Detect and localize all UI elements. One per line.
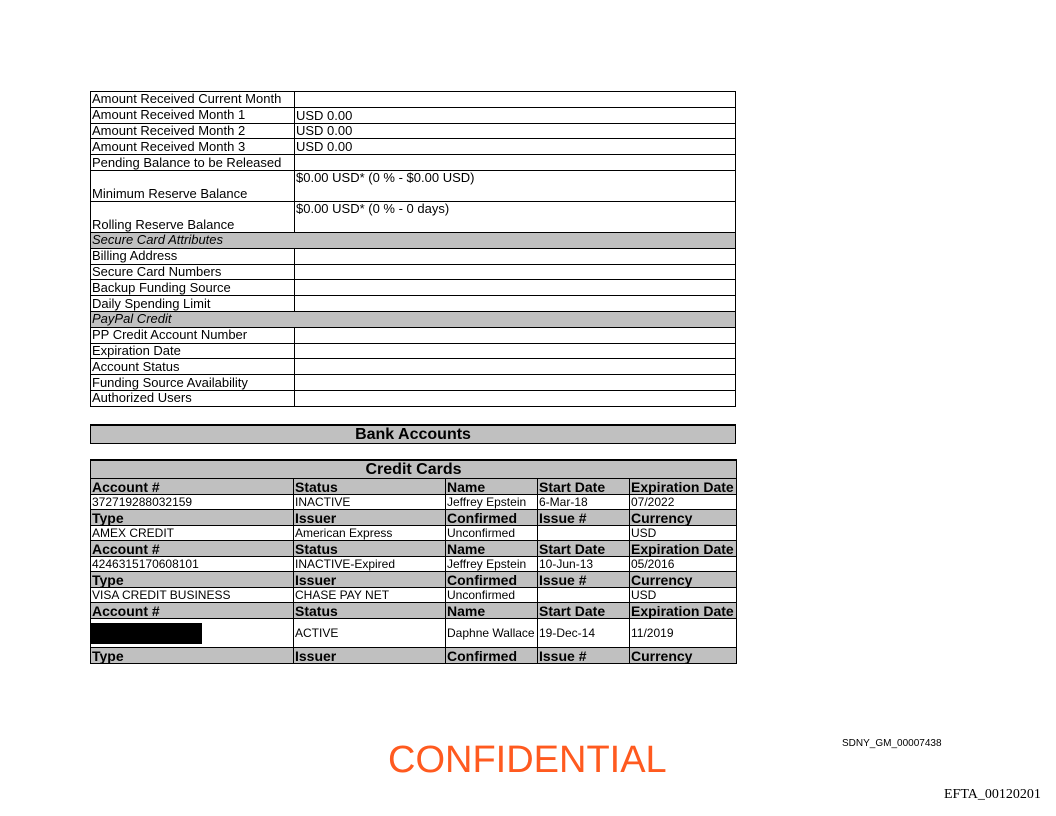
column-header: Start Date [538,479,630,495]
detail-label: Billing Address [91,248,295,264]
detail-value [295,375,736,391]
cell-status: ACTIVE [294,619,446,648]
column-header: Name [446,479,538,495]
column-header: Account # [91,541,294,557]
detail-label: Account Status [91,359,295,375]
efta-number: EFTA_00120201 [944,787,1041,802]
detail-value: USD 0.00 [295,107,736,123]
bates-number: SDNY_GM_00007438 [842,738,942,749]
column-header: Currency [630,510,737,526]
detail-value [295,280,736,296]
cell-currency: USD [630,588,737,603]
detail-row [91,170,736,201]
column-header-row [91,541,737,557]
cell-status: INACTIVE [294,495,446,510]
detail-value [295,248,736,264]
detail-label: Rolling Reserve Balance [91,201,295,232]
column-header: Issue # [538,648,630,664]
column-header: Issuer [294,572,446,588]
cell-issuer: CHASE PAY NET [294,588,446,603]
detail-label: Backup Funding Source [91,280,295,296]
detail-label: Authorized Users [91,390,295,406]
detail-label: Amount Received Month 2 [91,123,295,139]
cell-account: 4246315170608101 [91,557,294,572]
cell-account [91,619,294,648]
cell-expiration: 11/2019 [630,619,737,648]
cell-start: 19-Dec-14 [538,619,630,648]
column-header: Confirmed [446,648,538,664]
section-header-row [91,232,736,248]
detail-row [91,375,736,391]
cell-expiration: 07/2022 [630,495,737,510]
detail-row [91,139,736,155]
column-header: Confirmed [446,510,538,526]
detail-row [91,92,736,108]
detail-value [295,296,736,312]
detail-label: Funding Source Availability [91,375,295,391]
cell-issue [538,588,630,603]
detail-row [91,343,736,359]
cell-start: 10-Jun-13 [538,557,630,572]
column-header: Expiration Date [630,541,737,557]
column-header: Type [91,572,294,588]
detail-value [295,264,736,280]
detail-row [91,123,736,139]
redaction-block [91,623,202,644]
detail-row [91,390,736,406]
cell-confirmed: Unconfirmed [446,588,538,603]
detail-row [91,264,736,280]
detail-label: Amount Received Month 1 [91,107,295,123]
detail-label: Secure Card Numbers [91,264,295,280]
column-header: Account # [91,479,294,495]
column-header-row [91,510,737,526]
bank-accounts-header: Bank Accounts [90,424,736,444]
table-row [91,557,737,572]
cell-type: AMEX CREDIT [91,526,294,541]
column-header: Name [446,541,538,557]
detail-value [295,390,736,406]
detail-value [295,92,736,108]
account-details-table [90,91,736,407]
cell-issuer: American Express [294,526,446,541]
cell-issue [538,526,630,541]
detail-value: $0.00 USD* (0 % - 0 days) [295,201,736,232]
detail-label: PP Credit Account Number [91,327,295,343]
column-header: Status [294,541,446,557]
cell-account: 372719288032159 [91,495,294,510]
column-header: Type [91,648,294,664]
column-header: Start Date [538,603,630,619]
column-header: Confirmed [446,572,538,588]
detail-row [91,155,736,171]
detail-value [295,359,736,375]
column-header-row [91,479,737,495]
detail-label: Amount Received Current Month [91,92,295,108]
cell-start: 6-Mar-18 [538,495,630,510]
confidential-stamp: CONFIDENTIAL [388,739,667,781]
detail-row [91,296,736,312]
column-header: Start Date [538,541,630,557]
column-header: Status [294,603,446,619]
detail-label: Amount Received Month 3 [91,139,295,155]
cell-status: INACTIVE-Expired [294,557,446,572]
column-header: Issue # [538,572,630,588]
detail-label: Expiration Date [91,343,295,359]
section-title: PayPal Credit [91,311,736,327]
cell-name: Daphne Wallace [446,619,538,648]
column-header: Issuer [294,648,446,664]
table-row [91,495,737,510]
cell-currency: USD [630,526,737,541]
column-header: Issuer [294,510,446,526]
table-row [91,588,737,603]
detail-value: USD 0.00 [295,139,736,155]
detail-row [91,248,736,264]
column-header: Name [446,603,538,619]
section-header-row [91,311,736,327]
detail-row [91,280,736,296]
column-header-row [91,603,737,619]
table-row [91,526,737,541]
detail-value [295,327,736,343]
column-header: Type [91,510,294,526]
column-header-row [91,648,737,664]
detail-row [91,107,736,123]
detail-value: $0.00 USD* (0 % - $0.00 USD) [295,170,736,201]
credit-cards-title: Credit Cards [91,460,737,479]
detail-label: Minimum Reserve Balance [91,170,295,201]
column-header: Expiration Date [630,479,737,495]
column-header: Expiration Date [630,603,737,619]
column-header: Account # [91,603,294,619]
cell-confirmed: Unconfirmed [446,526,538,541]
detail-value: USD 0.00 [295,123,736,139]
credit-cards-table [90,459,737,664]
detail-row [91,327,736,343]
column-header: Currency [630,648,737,664]
detail-row [91,359,736,375]
column-header: Currency [630,572,737,588]
detail-row [91,201,736,232]
cell-name: Jeffrey Epstein [446,495,538,510]
cell-name: Jeffrey Epstein [446,557,538,572]
detail-label: Pending Balance to be Released [91,155,295,171]
cell-expiration: 05/2016 [630,557,737,572]
section-title: Secure Card Attributes [91,232,736,248]
column-header: Issue # [538,510,630,526]
cell-type: VISA CREDIT BUSINESS [91,588,294,603]
detail-value [295,155,736,171]
column-header: Status [294,479,446,495]
detail-label: Daily Spending Limit [91,296,295,312]
column-header-row [91,572,737,588]
detail-value [295,343,736,359]
table-row [91,619,737,648]
